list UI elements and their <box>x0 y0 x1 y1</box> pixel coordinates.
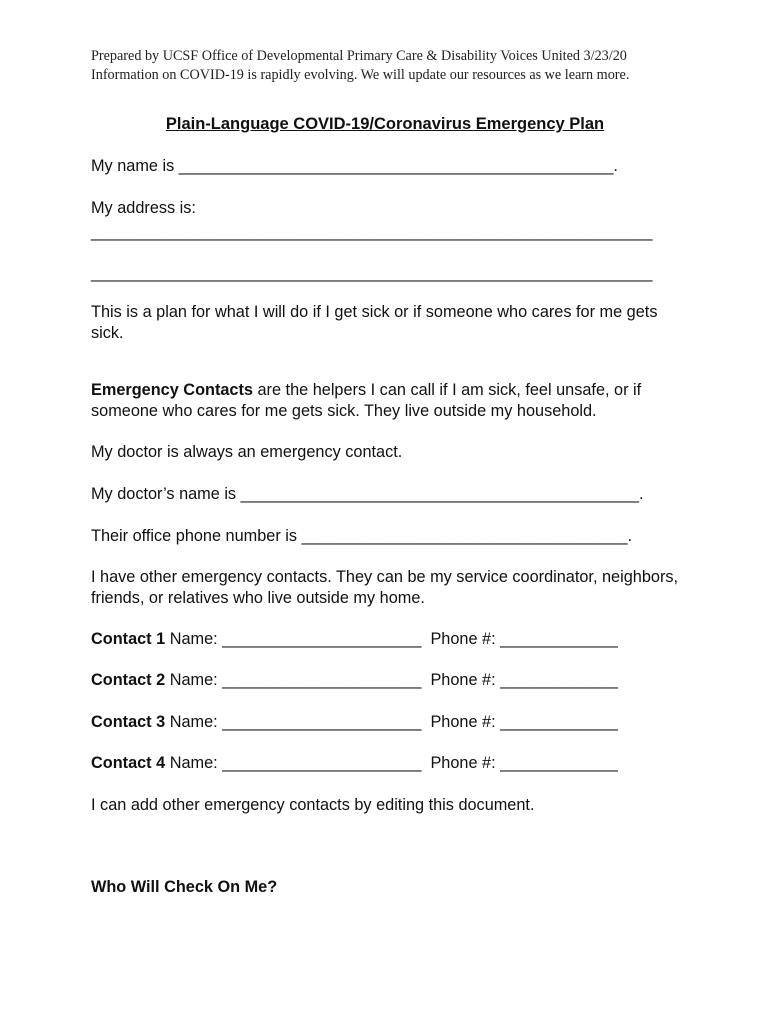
header-line-2: Information on COVID-19 is rapidly evolving. We will update our resources as we learn more. <box>91 66 630 83</box>
contact-label: Contact 2 <box>91 671 166 689</box>
address-line-1: ______________________________________________________________ <box>91 223 653 241</box>
header-note <box>91 47 629 84</box>
contact-label: Contact 4 <box>91 754 166 772</box>
emergency-contacts-text <box>91 380 681 422</box>
doctor-phone-line: Their office phone number is ____________________________________. <box>91 527 633 545</box>
contact-fields: Name: ______________________ Phone #: _____________ <box>165 713 618 731</box>
emergency-contacts-bold: Emergency Contacts <box>91 381 253 399</box>
contact-fields: Name: ______________________ Phone #: _____________ <box>165 754 618 772</box>
doctor-text: My doctor is always an emergency contact. <box>91 443 403 461</box>
emergency-contacts-rest: are the helpers I can call if I am sick, feel unsafe, or if someone who cares for me gets sick. They live outside my household. <box>91 381 642 420</box>
contact-fields: Name: ______________________ Phone #: _____________ <box>165 630 618 648</box>
name-line: My name is ________________________________________________. <box>91 157 618 175</box>
contact-row <box>91 753 618 774</box>
check-on-me-heading: Who Will Check On Me? <box>91 878 278 896</box>
page-title: Plain-Language COVID-19/Coronavirus Emergency Plan <box>165 115 605 133</box>
contact-label: Contact 3 <box>91 713 166 731</box>
header-line-1: Prepared by UCSF Office of Developmental Primary Care & Disability Voices United 3/23/20 <box>91 48 627 64</box>
other-contacts-text: I have other emergency contacts. They can be my service coordinator, neighbors, friends, or relatives who live outside my home. <box>91 568 679 607</box>
add-contacts-text: I can add other emergency contacts by editing this document. <box>91 796 535 814</box>
contact-row <box>91 670 618 691</box>
contact-label: Contact 1 <box>91 630 166 648</box>
contact-row <box>91 629 618 650</box>
contact-fields: Name: ______________________ Phone #: _____________ <box>165 671 618 689</box>
plan-text: This is a plan for what I will do if I get sick or if someone who cares for me gets sick. <box>91 303 658 342</box>
contact-row <box>91 712 618 733</box>
address-line-2: ______________________________________________________________ <box>91 264 653 282</box>
address-label: My address is: <box>91 199 196 217</box>
doctor-name-line: My doctor’s name is ____________________________________________. <box>91 485 644 503</box>
